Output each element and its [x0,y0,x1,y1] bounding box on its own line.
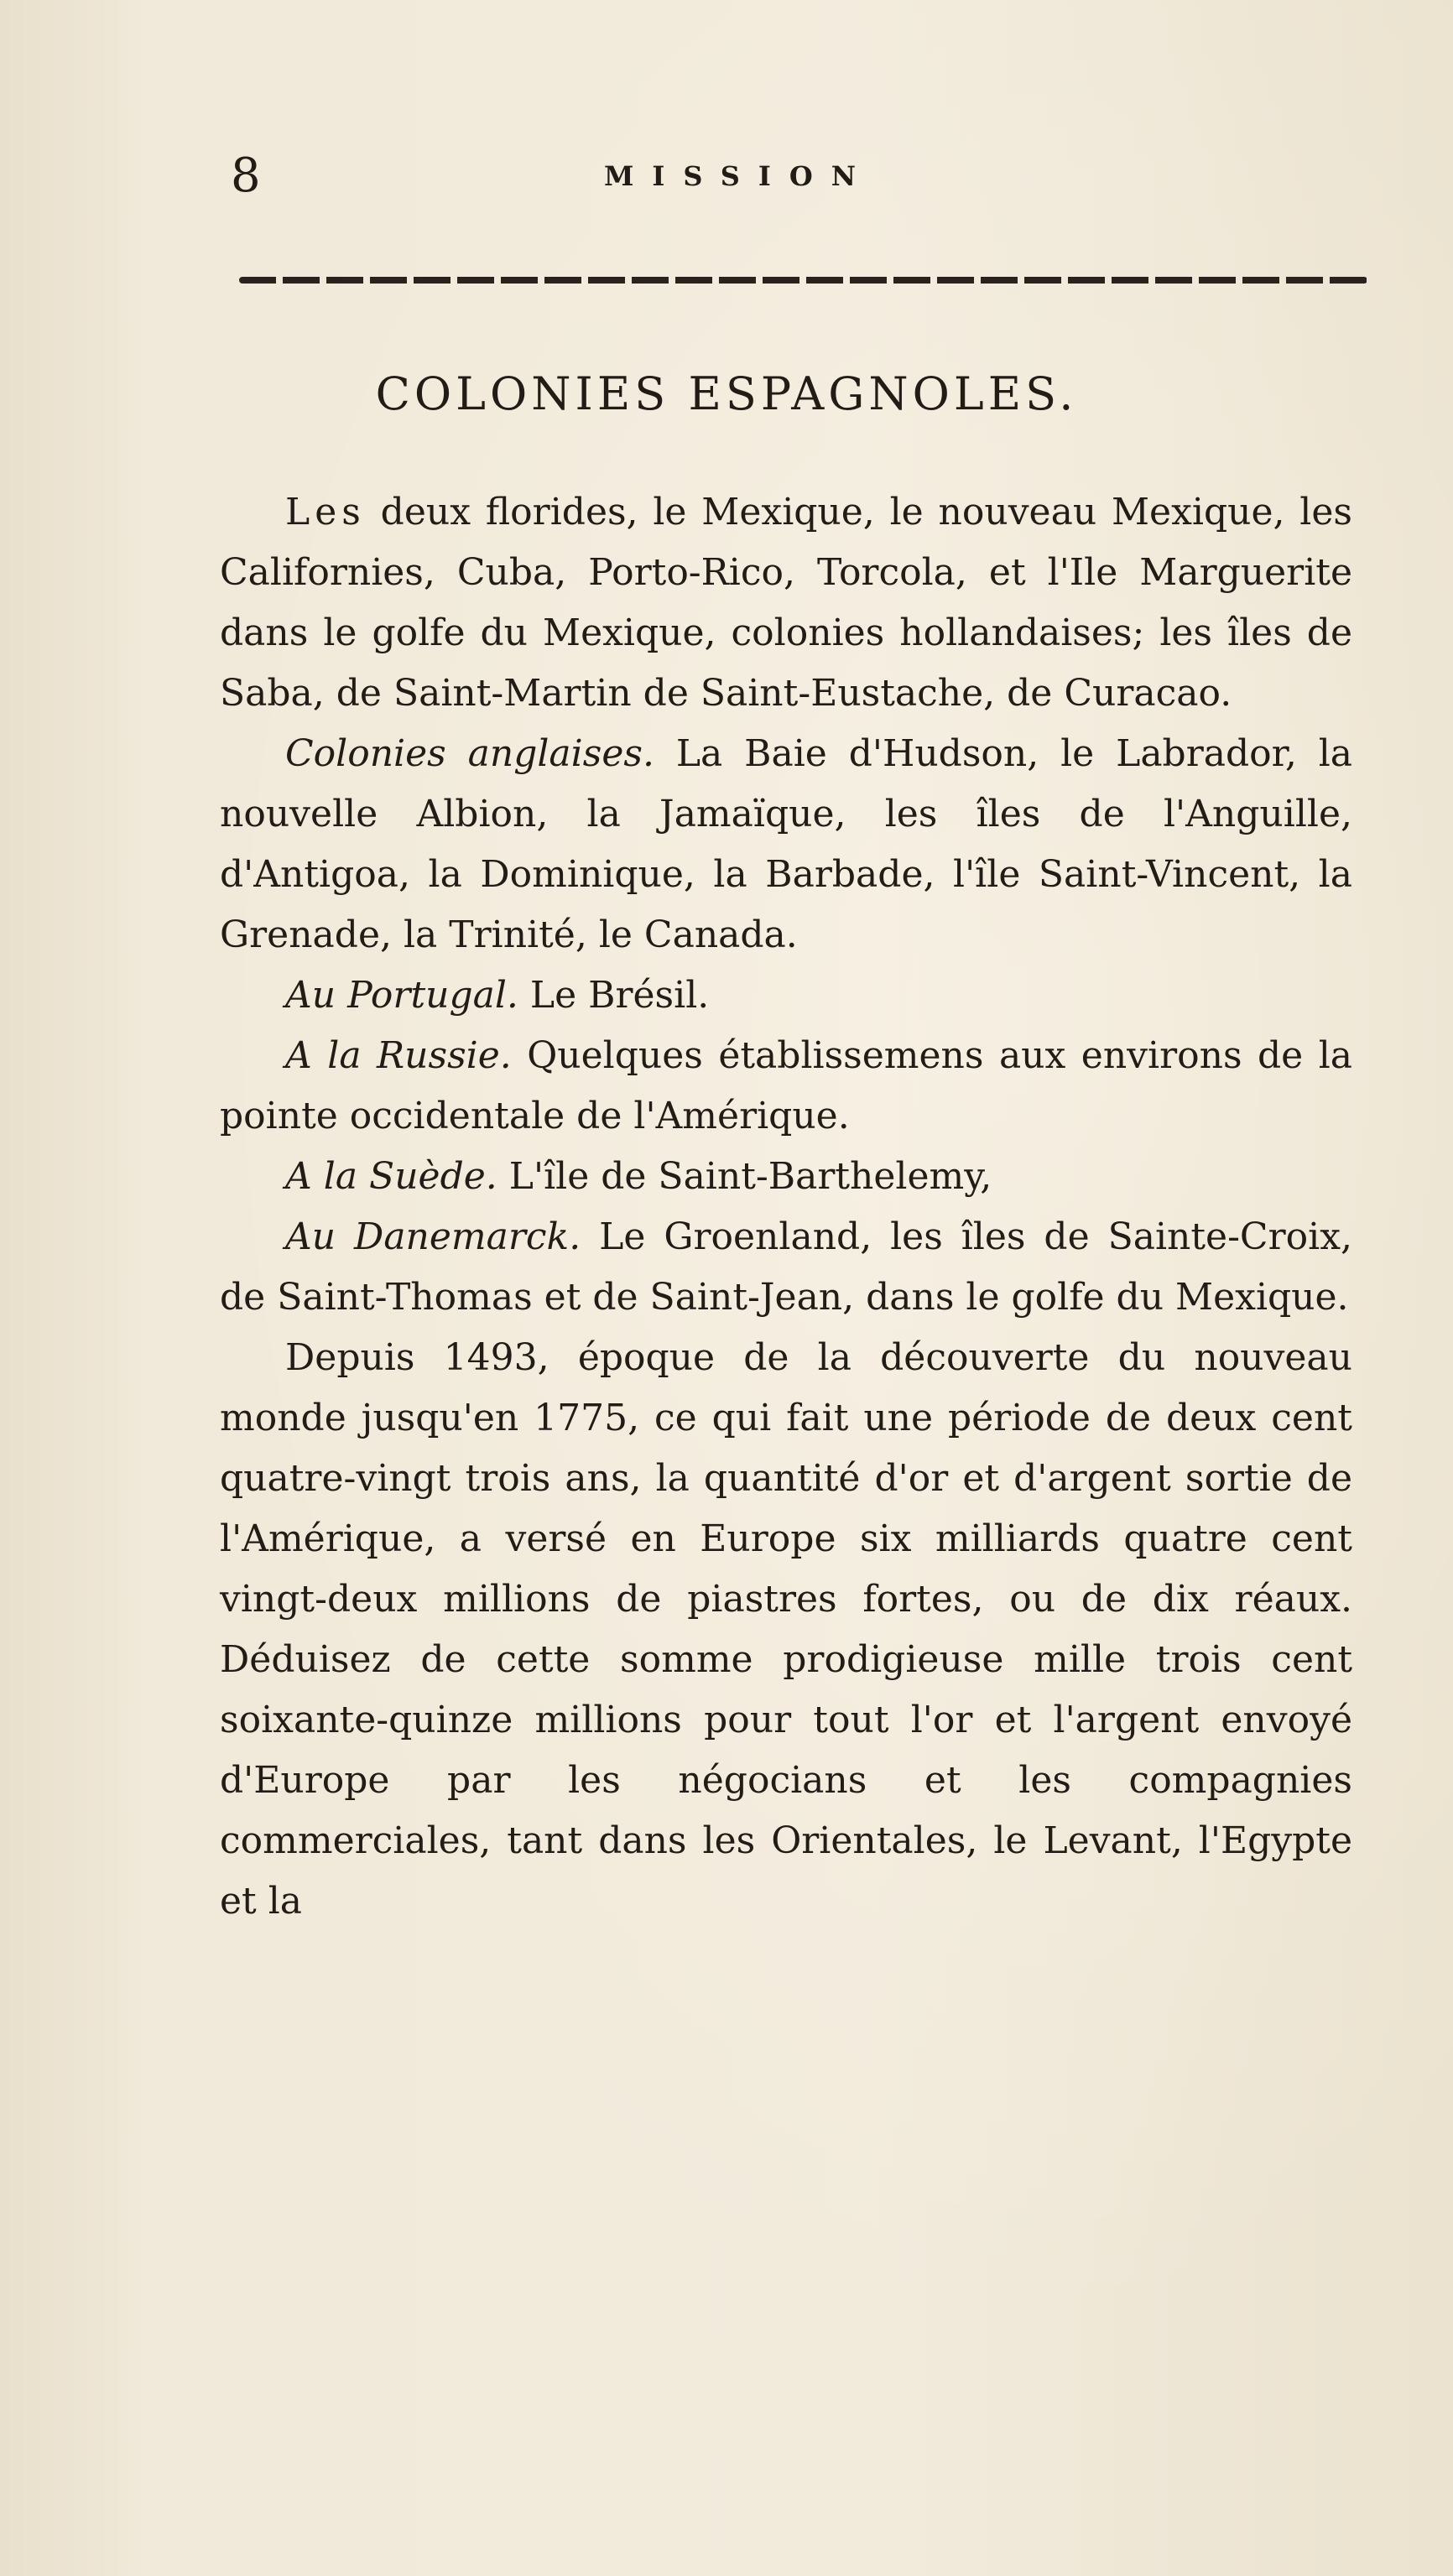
paragraph-lead: A la Russie. [285,1034,512,1077]
paragraph [220,965,1352,1026]
page-header [0,143,1453,210]
paragraph-text: Le Groenland, les îles de Sainte-Croix, de Saint-Thomas et de Saint-Jean, dans le golfe du Mexique. [220,1215,1352,1319]
paragraph-text: L'île de Saint-Barthelemy, [497,1155,992,1198]
page-number: 8 [231,148,261,203]
paragraph-text: Depuis 1493, époque de la découverte du nouveau monde jusqu'en 1775, ce qui fait une période de deux cent quatre-vingt trois ans, la quantité d'or et d'argent sortie de l'Amérique, a versé en Europe six milliards quatre cent vingt-deux millions de piastres fortes, ou de dix réaux. Déduisez de cette somme prodigieuse mille trois cent soixante-quinze millions pour tout l'or et l'argent envoyé d'Europe par les négocians et les compagnies commerciales, tant dans les Orientales, le Levant, l'Egypte et la [220,1336,1352,1923]
ornamental-rule [239,277,1367,284]
running-head: MISSION [604,160,874,192]
paragraph [220,1207,1352,1328]
section-title: COLONIES ESPAGNOLES. [375,367,1078,420]
paragraph-lead: Au Portugal. [285,974,518,1017]
paragraph [220,1026,1352,1147]
paragraph-lead: A la Suède. [285,1155,497,1198]
paragraph [220,724,1352,965]
paragraph-text: Le Brésil. [518,974,710,1017]
paragraph-text: La Baie d'Hudson, le Labrador, la nouvelle Albion, la Jamaïque, les îles de l'Anguille, d'Antigoa, la Dominique, la Barbade, l'île Saint-Vincent, la Grenade, la Trinité, le Canada. [220,732,1352,956]
paragraph [220,482,1352,724]
paragraph [220,1147,1352,1207]
paragraph-text: deux florides, le Mexique, le nouveau Mexique, les Californies, Cuba, Porto-Rico, Torcola, et l'Ile Marguerite dans le golfe du Mexique, colonies hollandaises; les îles de Saba, de Saint-Martin de Saint-Eustache, de Curacao. [220,491,1352,715]
paragraph [220,1328,1352,1932]
paragraph-lead: Colonies anglaises. [285,732,654,775]
paragraph-text: Quelques établissemens aux environs de la pointe occidentale de l'Amérique. [220,1034,1352,1137]
paragraph-lead: Au Danemarck. [285,1215,581,1258]
paragraph-lead: Les [285,491,366,533]
body-text [220,482,1352,1932]
